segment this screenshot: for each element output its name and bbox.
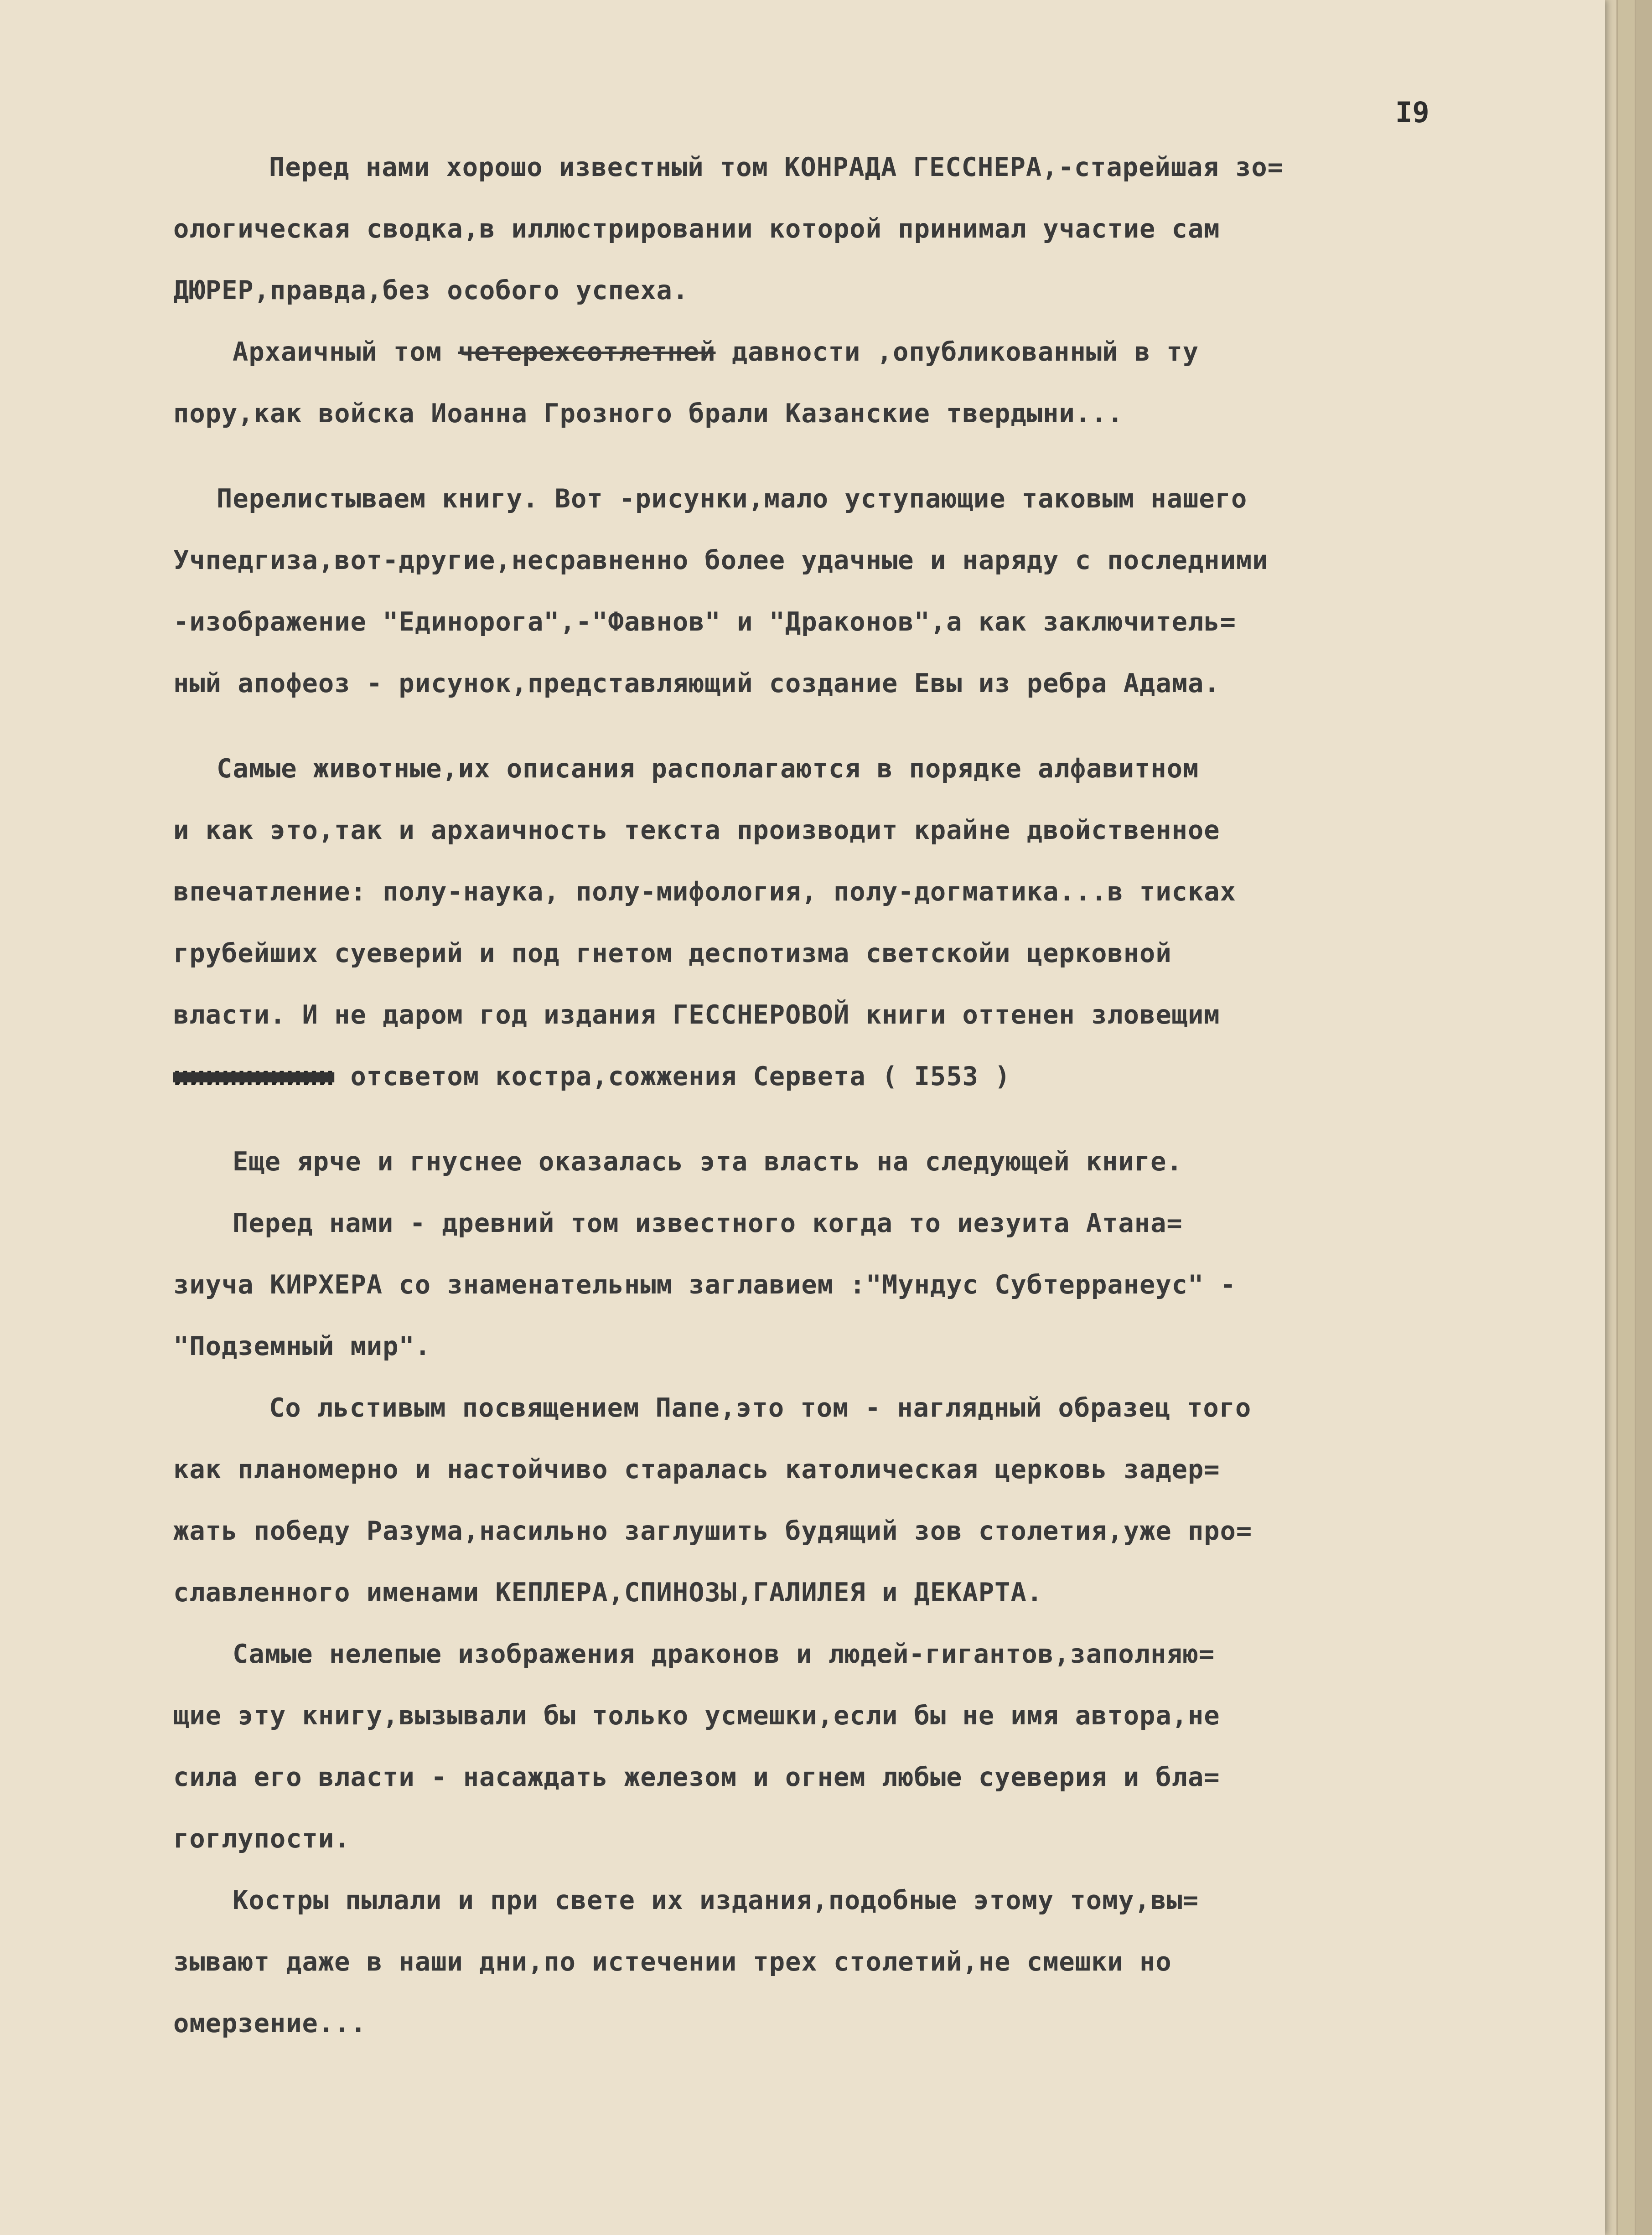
text-span: давности ,опубликованный в ту bbox=[715, 337, 1199, 367]
text-line: Со льстивым посвящением Папе,это том - наглядный образец того bbox=[269, 1393, 1252, 1423]
text-line: Еще ярче и гнуснее оказалась эта власть на следующей книге. bbox=[233, 1147, 1183, 1177]
text-line bbox=[173, 1046, 1569, 1107]
text-line: впечатление: полу-наука, полу-мифология, полу-догматика...в тисках bbox=[173, 877, 1236, 907]
text-line bbox=[173, 321, 1569, 383]
text-line: власти. И не даром год издания ГЕССНЕРОВОЙ книги оттенен зловещим bbox=[173, 1000, 1220, 1030]
text-line: ный апофеоз - рисунок,представляющий создание Евы из ребра Адама. bbox=[173, 668, 1220, 698]
text-span: Архаичный том bbox=[233, 337, 458, 367]
text-line: зиуча КИРХЕРА со знаменательным заглавием :"Мундус Субтерранеус" - bbox=[173, 1270, 1236, 1300]
text-line: ДЮРЕР,правда,без особого успеха. bbox=[173, 275, 689, 305]
text-line: "Подземный мир". bbox=[173, 1331, 431, 1361]
text-line: жать победу Разума,насильно заглушить будящий зов столетия,уже про= bbox=[173, 1516, 1253, 1546]
text-line: пору,как войска Иоанна Грозного брали Казанские твердыни... bbox=[173, 398, 1124, 429]
text-line: славленного именами КЕПЛЕРА,СПИНОЗЫ,ГАЛИЛЕЯ и ДЕКАРТА. bbox=[173, 1578, 1043, 1608]
text-line: щие эту книгу,вызывали бы только усмешки,если бы не имя автора,не bbox=[173, 1701, 1220, 1731]
text-line: Учпедгиза,вот-другие,несравненно более удачные и наряду с последними bbox=[173, 545, 1269, 575]
body-text bbox=[173, 137, 1569, 2054]
page-stack-edge bbox=[1635, 0, 1652, 2235]
text-line: Перелистываем книгу. Вот -рисунки,мало уступающие таковым нашего bbox=[217, 484, 1248, 514]
text-line: ологическая сводка,в иллюстрировании которой принимал участие сам bbox=[173, 214, 1220, 244]
text-line: Самые животные,их описания располагаются в порядке алфавитном bbox=[217, 754, 1199, 784]
text-line: и как это,так и архаичность текста производит крайне двойственное bbox=[173, 815, 1220, 845]
text-line: Перед нами хорошо известный том КОНРАДА ГЕССНЕРА,-старейшая зо= bbox=[269, 152, 1284, 182]
text-line: Перед нами - древний том известного когда то иезуита Атана= bbox=[233, 1208, 1183, 1238]
text-line: зывают даже в наши дни,по истечении трех столетий,не смешки но bbox=[173, 1947, 1172, 1977]
overtyped-word: ииииииииии bbox=[173, 1061, 335, 1092]
text-line: грубейших суеверий и под гнетом деспотизма светскойи церковной bbox=[173, 938, 1172, 968]
text-line: Самые нелепые изображения драконов и людей-гигантов,заполняю= bbox=[233, 1639, 1215, 1669]
text-line: гоглупости. bbox=[173, 1824, 351, 1854]
text-line: сила его власти - насаждать железом и огнем любые суеверия и бла= bbox=[173, 1762, 1220, 1792]
text-line: Костры пылали и при свете их издания,подобные этому тому,вы= bbox=[233, 1885, 1199, 1915]
page-number: I9 bbox=[1395, 96, 1429, 129]
text-span: отсветом костра,сожжения Сервета ( I553 ) bbox=[334, 1061, 1011, 1092]
struck-word: четерехсотлетней bbox=[458, 337, 716, 367]
text-line: как планомерно и настойчиво старалась католическая церковь задер= bbox=[173, 1454, 1220, 1485]
text-line: омерзение... bbox=[173, 2008, 367, 2038]
text-line: -изображение "Единорога",-"Фавнов" и "Драконов",а как заключитель= bbox=[173, 607, 1236, 637]
